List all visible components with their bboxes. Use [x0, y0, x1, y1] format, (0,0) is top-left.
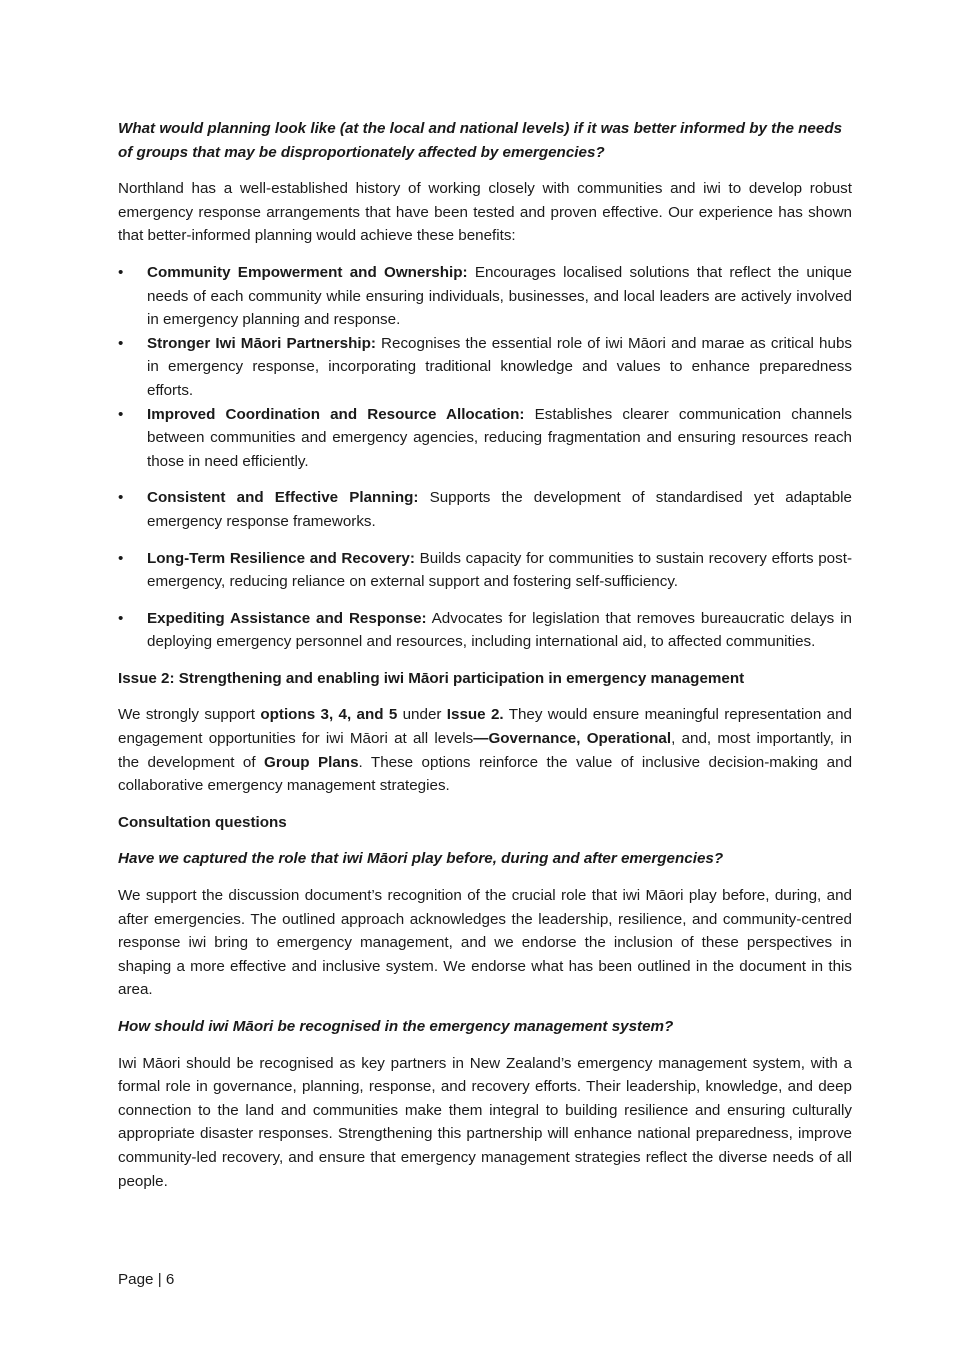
- page-number: Page | 6: [118, 1271, 175, 1288]
- benefit-text: Encourages localised solutions that reflect the unique needs of each community while ensuring individuals, businesses, and local leaders are actively involved in emergency planning and response.: [147, 263, 852, 329]
- support-text-3: They would ensure meaningful representation and engagement opportunities for iwi Māori at all levels: [118, 706, 852, 748]
- support-bold-options: options 3, 4, and 5: [260, 706, 398, 724]
- bullet-icon: •: [118, 263, 124, 281]
- bullet-icon: •: [118, 609, 124, 627]
- support-text-1: We strongly support: [118, 706, 261, 724]
- question-role: Have we captured the role that iwi Māori play before, during and after emergencies?: [118, 850, 724, 868]
- list-item: [118, 332, 852, 403]
- intro-paragraph: Northland has a well-established history of working closely with communities and iwi to develop robust emergency response arrangements that have been tested and proven effective. Our experience has shown that better-informed planning would achieve these benefits:: [118, 180, 852, 245]
- benefit-text: Builds capacity for communities to sustain recovery efforts post-emergency, reducing reliance on external support and fostering self-sufficiency.: [147, 549, 853, 591]
- support-text-4: , and, most importantly, in the development of: [118, 730, 852, 771]
- list-item: [118, 486, 852, 533]
- support-bold-levels: —Governance, Operational: [473, 730, 672, 748]
- document-page: [118, 117, 852, 1206]
- bullet-icon: •: [118, 334, 124, 352]
- list-item: [118, 547, 852, 594]
- benefit-title: Expediting Assistance and Response:: [147, 609, 427, 627]
- question-recognition: How should iwi Māori be recognised in the emergency management system?: [118, 1018, 674, 1035]
- support-text-5: . These options reinforce the value of inclusive decision-making and collaborative emergency management strategies.: [118, 753, 853, 795]
- bullet-icon: •: [118, 405, 124, 423]
- issue2-heading: Issue 2: Strengthening and enabling iwi Māori participation in emergency management: [118, 669, 745, 687]
- support-bold-plans: Group Plans: [264, 753, 359, 771]
- answer-recognition: Iwi Māori should be recognised as key partners in New Zealand’s emergency management system, with a formal role in governance, planning, response, and recovery efforts. Their leadership, knowledge, and deep connection to the land and communities make them integral to building resilience and ensuring culturally appropriate disaster responses. Strengthening this partnership will enhance national preparedness, improve community-led recovery, and ensure that emergency management strategies reflect the diverse needs of all people.: [118, 1054, 852, 1190]
- benefit-text: Establishes clearer communication channels between communities and emergency agencies, reducing fragmentation and ensuring resources reach those in need efficiently.: [147, 405, 852, 470]
- benefit-title: Stronger Iwi Māori Partnership:: [147, 334, 376, 352]
- bullet-icon: •: [118, 489, 124, 507]
- list-item: [118, 403, 852, 474]
- benefit-text: Advocates for legislation that removes bureaucratic delays in deploying emergency personnel and resources, including international aid, to affected communities.: [147, 609, 852, 651]
- list-item: [118, 261, 852, 332]
- support-bold-issue: Issue 2.: [446, 706, 504, 724]
- benefit-title: Long-Term Resilience and Recovery:: [147, 549, 415, 567]
- question-planning: What would planning look like (at the local and national levels) if it was better informed by the needs of groups that may be disproportionately affected by emergencies?: [118, 120, 843, 161]
- benefit-title: Improved Coordination and Resource Allocation:: [147, 405, 525, 423]
- answer-role: We support the discussion document’s recognition of the crucial role that iwi Māori play before, during, and after emergencies. The outlined approach acknowledges the leadership, resilience, and community-centred response iwi bring to emergency management, and we endorse the inclusion of these perspectives in shaping a more effective and inclusive system. We endorse what has been outlined in the document in this area.: [118, 887, 852, 999]
- support-text-2: under: [397, 706, 447, 724]
- benefit-title: Consistent and Effective Planning:: [147, 489, 419, 507]
- benefits-list: [118, 261, 852, 654]
- benefit-text: Supports the development of standardised yet adaptable emergency response frameworks.: [147, 489, 853, 530]
- support-paragraph: [118, 703, 852, 797]
- benefit-title: Community Empowerment and Ownership:: [147, 263, 468, 281]
- bullet-icon: •: [118, 549, 124, 567]
- consultation-heading: Consultation questions: [118, 813, 287, 831]
- list-item: [118, 607, 852, 654]
- benefit-text: Recognises the essential role of iwi Māori and marae as critical hubs in emergency response, incorporating traditional knowledge and values to enhance preparedness efforts.: [147, 334, 852, 399]
